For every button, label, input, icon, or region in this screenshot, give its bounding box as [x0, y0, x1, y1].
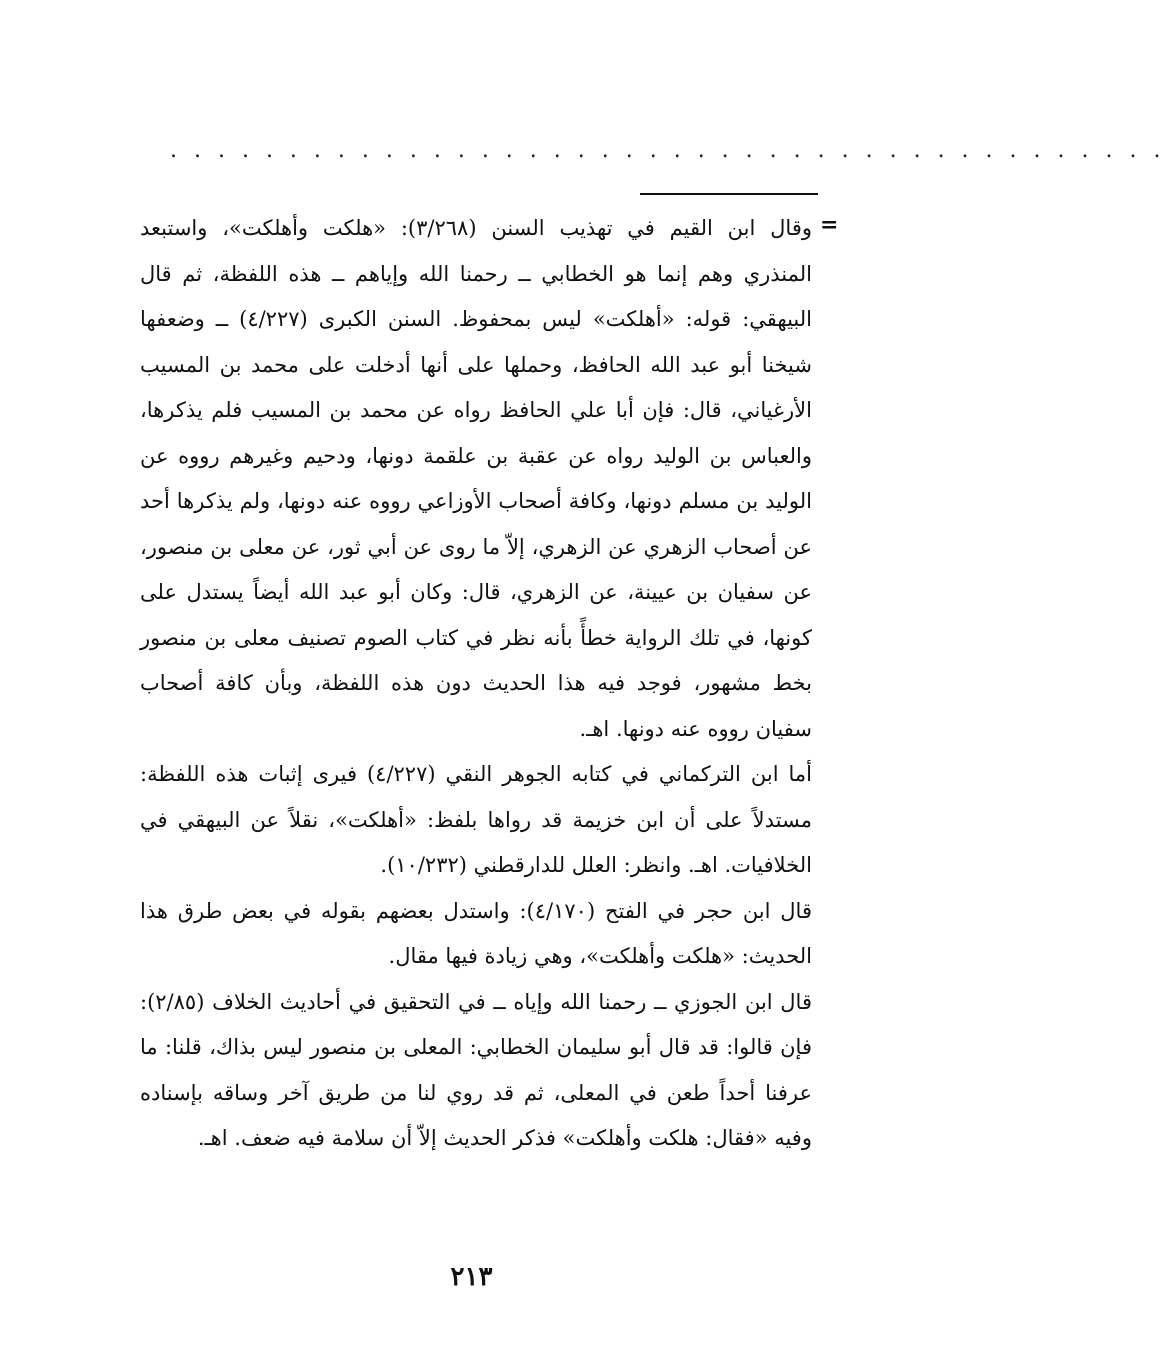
footnote-paragraph-ibn-aljawzi: قال ابن الجوزي ــ رحمنا الله وإياه ــ في التحقيق في أحاديث الخلاف (٢/٨٥): فإن قالوا: قد قال أبو سليمان الخطابي: المعلى بن منصور ليس بذاك، قلنا: ما عرفنا أحداً طعن في المعلى، ثم قد روي لنا من طريق آخر وساقه بإسناده وفيه «فقال: هلكت وأهلكت» فذكر الحديث إلاّ أن سلامة فيه ضعف. اهـ.: [140, 989, 812, 1150]
footnote-paragraph-ibn-alturkmani: أما ابن التركماني في كتابه الجوهر النقي (٤/٢٢٧) فيرى إثبات هذه اللفظة: مستدلاً على أن ابن خزيمة قد رواها بلفظ: «أهلكت»، نقلاً عن البيهقي في الخلافيات. اهـ. وانظر: العلل للدارقطني (١٠/٢٣٢).: [140, 762, 812, 877]
footnote-paragraph-ibn-alqayyim: وقال ابن القيم في تهذيب السنن (٣/٢٦٨): «هلكت وأهلكت»، واستبعد المنذري وهم إنما هو الخطابي ــ رحمنا الله وإياهم ــ هذه اللفظة، ثم قال البيهقي: قوله: «أهلكت» ليس بمحفوظ. السنن الكبرى (٤/٢٢٧) ــ وضعفها شيخنا أبو عبد الله الحافظ، وحملها على أنها أدخلت على محمد بن المسيب الأرغياني، قال: فإن أبا علي الحافظ رواه عن محمد بن المسيب فلم يذكرها، والعباس بن الوليد رواه عن عقبة بن علقمة دونها، ودحيم وغيرهم رووه عن الوليد بن مسلم دونها، وكافة أصحاب الأوزاعي رووه عنه دونها، ولم يذكرها أحد عن أصحاب الزهري عن الزهري، إلاّ ما روى عن أبي ثور، عن معلى بن منصور، عن سفيان بن عيينة، عن الزهري، قال: وكان أبو عبد الله أيضاً يستدل على كونها، في تلك الرواية خطأً بأنه نظر في كتاب الصوم تصنيف معلى بن منصور بخط مشهور، فوجد فيه هذا الحديث دون هذه اللفظة، وبأن كافة أصحاب سفيان رووه عنه دونها. اهـ.: [140, 216, 813, 741]
page-number: ٢١٣: [450, 1262, 493, 1292]
footnote-continuation-mark: =: [820, 212, 839, 238]
footnote-rule: [640, 193, 818, 195]
footnote-paragraph-ibn-hajar: قال ابن حجر في الفتح (٤/١٧٠): واستدل بعضهم بقوله في بعض طرق هذا الحديث: «هلكت وأهلكت»، وهي زيادة فيها مقال.: [140, 898, 812, 968]
separator-dots: . . . . . . . . . . . . . . . . . . . . . . . . . . . . . . . . . . . . . . . . . .: [170, 138, 1165, 163]
footnote-text: [140, 206, 812, 1162]
